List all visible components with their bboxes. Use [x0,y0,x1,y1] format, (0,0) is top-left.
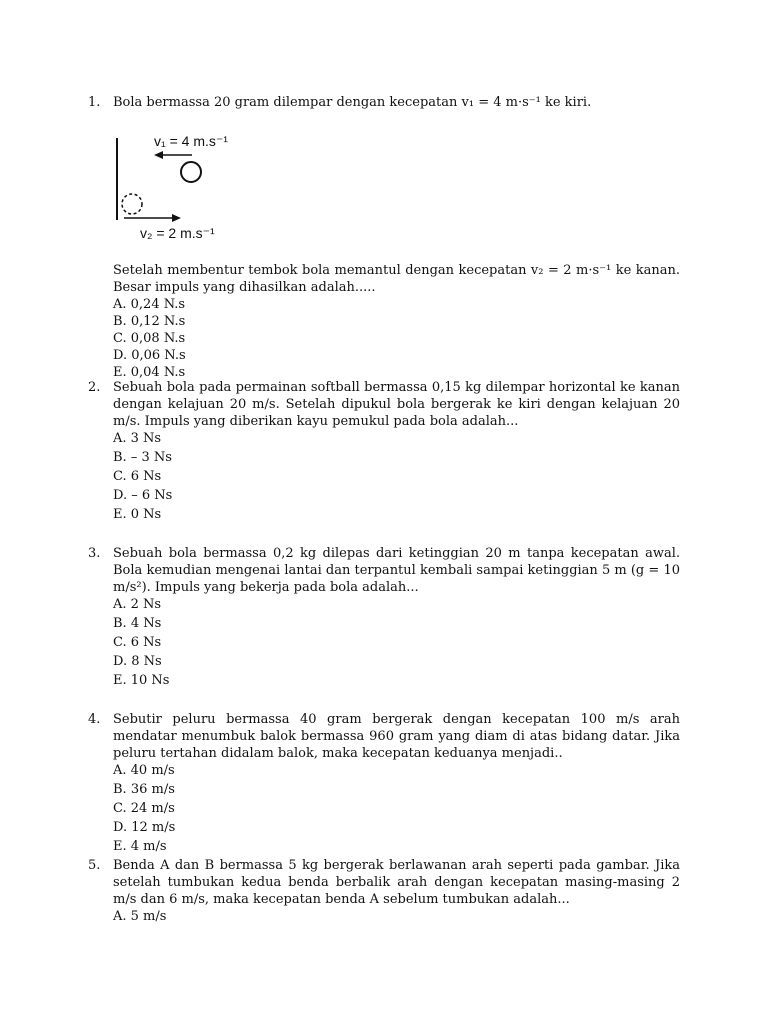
question-number: 4. [88,712,101,727]
option-c[interactable]: C. 24 m/s [113,801,175,816]
option-b[interactable]: B. – 3 Ns [113,450,172,465]
question-text: Bola bermassa 20 gram dilempar dengan kecepatan v₁ = 4 m·s⁻¹ ke kiri. [113,95,592,110]
ball-at-wall [122,194,142,214]
option-e[interactable]: E. 0,04 N.s [113,365,186,380]
option-b[interactable]: B. 4 Ns [113,616,162,631]
wall-bounce-svg [110,130,250,245]
option-a[interactable]: A. 5 m/s [113,909,167,924]
question-1 [88,94,680,111]
option-a[interactable]: A. 3 Ns [113,431,162,446]
option-c[interactable]: C. 0,08 N.s [113,331,186,346]
right-arrow-head [172,214,181,222]
question-text: Sebutir peluru bermassa 40 gram bergerak dengan kecepatan 100 m/s arah mendatar menumbuk balok bermassa 960 gram yang diam di atas bidang datar. Jika peluru tertahan didalam balok, maka kecepatan keduanya menjadi.. [113,712,680,761]
question-3 [88,545,680,691]
question-number: 2. [88,380,101,395]
question-text: Sebuah bola bermassa 0,2 kg dilepas dari ketinggian 20 m tanpa kecepatan awal. Bola kemudian mengenai lantai dan terpantul kembali sampai ketinggian 5 m (g = 10 m/s²). Impuls yang bekerja pada bola adalah... [113,546,680,595]
question-text-after-figure: Setelah membentur tembok bola memantul dengan kecepatan v₂ = 2 m·s⁻¹ ke kanan. Besar impuls yang dihasilkan adalah..... [113,263,680,295]
question-4 [88,711,680,857]
question-number: 3. [88,546,101,561]
option-c[interactable]: C. 6 Ns [113,469,162,484]
option-d[interactable]: D. 8 Ns [113,654,162,669]
option-b[interactable]: B. 36 m/s [113,782,175,797]
option-d[interactable]: D. 0,06 N.s [113,348,186,363]
option-b[interactable]: B. 0,12 N.s [113,314,186,329]
option-e[interactable]: E. 4 m/s [113,839,167,854]
ball-incoming [181,162,201,182]
option-a[interactable]: A. 2 Ns [113,597,162,612]
v1-label: v₁ = 4 m.s⁻¹ [154,133,228,149]
question-text: Sebuah bola pada permainan softball bermassa 0,15 kg dilempar horizontal ke kanan dengan kelajuan 20 m/s. Setelah dipukul bola bergerak ke kiri dengan kelajuan 20 m/s. Impuls yang diberikan kayu pemukul pada bola adalah... [113,380,680,429]
question-number: 1. [88,95,101,110]
wall-bounce-figure [110,130,250,245]
option-e[interactable]: E. 10 Ns [113,673,170,688]
option-e[interactable]: E. 0 Ns [113,507,162,522]
left-arrow-head [154,151,163,159]
v2-label: v₂ = 2 m.s⁻¹ [140,225,215,241]
option-c[interactable]: C. 6 Ns [113,635,162,650]
question-text: Benda A dan B bermassa 5 kg bergerak berlawanan arah seperti pada gambar. Jika setelah tumbukan kedua benda berbalik arah dengan kecepatan masing-masing 2 m/s dan 6 m/s, maka kecepatan benda A sebelum tumbukan adalah... [113,858,680,907]
question-2 [88,379,680,525]
option-a[interactable]: A. 40 m/s [113,763,175,778]
question-1-continued [88,262,680,381]
option-d[interactable]: D. 12 m/s [113,820,176,835]
option-a[interactable]: A. 0,24 N.s [113,297,186,312]
option-d[interactable]: D. – 6 Ns [113,488,173,503]
question-number: 5. [88,858,101,873]
question-5 [88,857,680,925]
